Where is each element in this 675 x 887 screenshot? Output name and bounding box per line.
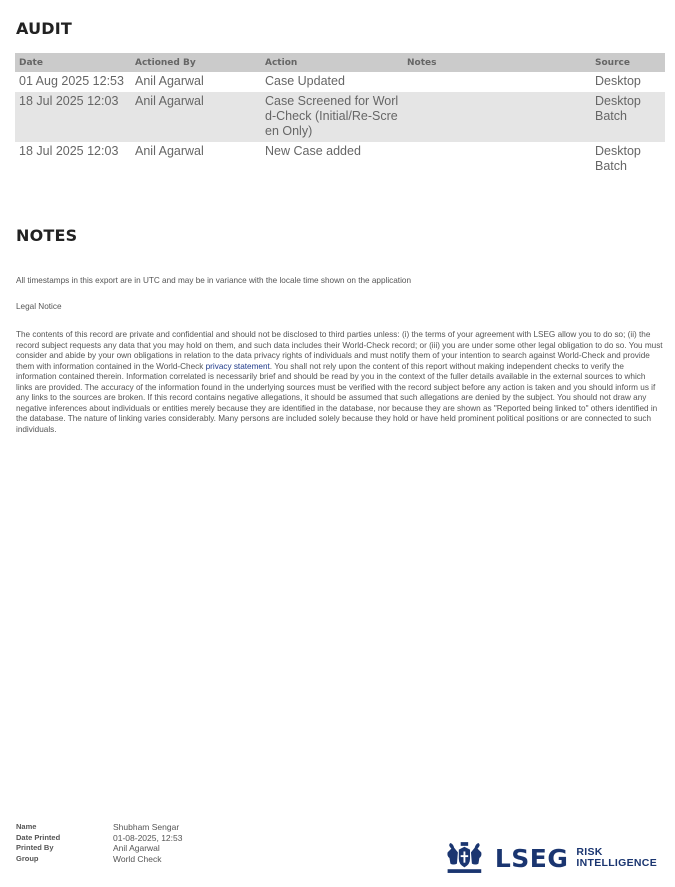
row-actioned-by: Anil Agarwal: [135, 74, 204, 88]
row-source: Desktop Batch: [591, 92, 665, 142]
row-action: Case Updated: [265, 74, 345, 88]
legal-notice-heading: Legal Notice: [16, 302, 62, 311]
row-action: New Case added: [265, 144, 361, 158]
row-date: 18 Jul 2025 12:03: [15, 92, 131, 142]
audit-header-row: [15, 53, 665, 72]
coat-of-arms-icon: [442, 840, 487, 876]
row-date: 01 Aug 2025 12:53: [19, 74, 124, 88]
col-actioned-by-header: Actioned By: [131, 53, 261, 72]
meta-group-row: [16, 854, 316, 865]
row-notes: [403, 142, 591, 177]
legal-notice-body: [16, 330, 664, 435]
meta-date-value: 01-08-2025, 12:53: [113, 832, 183, 843]
meta-printed-by-label: Printed By: [16, 843, 54, 853]
table-row: [15, 72, 665, 92]
meta-date-label: Date Printed: [16, 832, 61, 842]
audit-title: AUDIT: [16, 19, 73, 38]
col-date-header: Date: [15, 53, 131, 72]
lseg-wordmark: LSEG: [494, 843, 569, 873]
print-metadata: [16, 822, 316, 864]
col-notes-header: Notes: [403, 53, 591, 72]
meta-group-value: World Check: [113, 853, 162, 864]
privacy-statement-link[interactable]: privacy statement: [205, 361, 270, 371]
row-date: 18 Jul 2025 12:03: [19, 144, 119, 158]
notes-title: NOTES: [16, 226, 78, 245]
row-source: Desktop: [595, 74, 641, 88]
utc-note: All timestamps in this export are in UTC and may be in variance with the locale time shown on the application: [16, 276, 412, 285]
meta-name-value: Shubham Sengar: [113, 822, 180, 832]
lseg-logo: [442, 840, 657, 876]
row-notes: [403, 72, 591, 92]
intelligence-line: INTELLIGENCE: [576, 857, 657, 869]
table-row: [15, 142, 665, 177]
meta-group-label: Group: [16, 853, 39, 863]
row-notes: [403, 92, 591, 142]
row-actioned-by: Anil Agarwal: [131, 92, 261, 142]
risk-intelligence-wordmark: [576, 847, 657, 869]
meta-name-row: [16, 822, 316, 833]
legal-text-part-2: . You shall not rely upon the content of this report without making independent checks to verify the information contained therein. Information correlated is necessarily brief and should be read by you in the context of the fuller details available in the external sources to which links are provided. The accuracy of the information found in the underlying sources must be verified with the record subject before any action is taken and you should inform us if any links to the sources are broken. If this record contains negative allegations, it should be assumed that such allegations are denied by the subject. You should not draw any negative inferences about individuals or entities merely because they are identified in the database, nor because they are shown as "Reported being linked to" others identified in the database. The nature of linking varies considerably. Many persons are included solely because they hold or have held prominent political positions or are connected to such individuals.: [16, 361, 658, 434]
row-action: Case Screened for World-Check (Initial/Re-Screen Only): [261, 92, 403, 142]
col-source-header: Source: [591, 53, 665, 72]
meta-printed-by-value: Anil Agarwal: [113, 843, 160, 854]
risk-line: RISK: [576, 846, 603, 858]
meta-date-row: [16, 833, 316, 844]
row-actioned-by: Anil Agarwal: [135, 144, 204, 158]
row-source: Desktop Batch: [595, 144, 641, 173]
meta-printed-by-row: [16, 843, 316, 854]
table-row: [15, 92, 665, 142]
audit-table: [15, 53, 665, 177]
meta-name-label: Name: [16, 822, 37, 831]
legal-text-part-1: The contents of this record are private and confidential and should not be disclosed to third parties unless: (i) the terms of your agreement with LSEG allow you to do so; (ii) the record subject requests any data that you may hold on them, and such data includes their World-Check record; or (iii) you are under some other legal obligation to do so. You must consider and abide by your own obligations in relation to the data privacy rights of individuals and must notify them of your intention to search against World-Check and provide them with information contained in the World-Check: [16, 330, 663, 371]
col-action-header: Action: [261, 53, 403, 72]
